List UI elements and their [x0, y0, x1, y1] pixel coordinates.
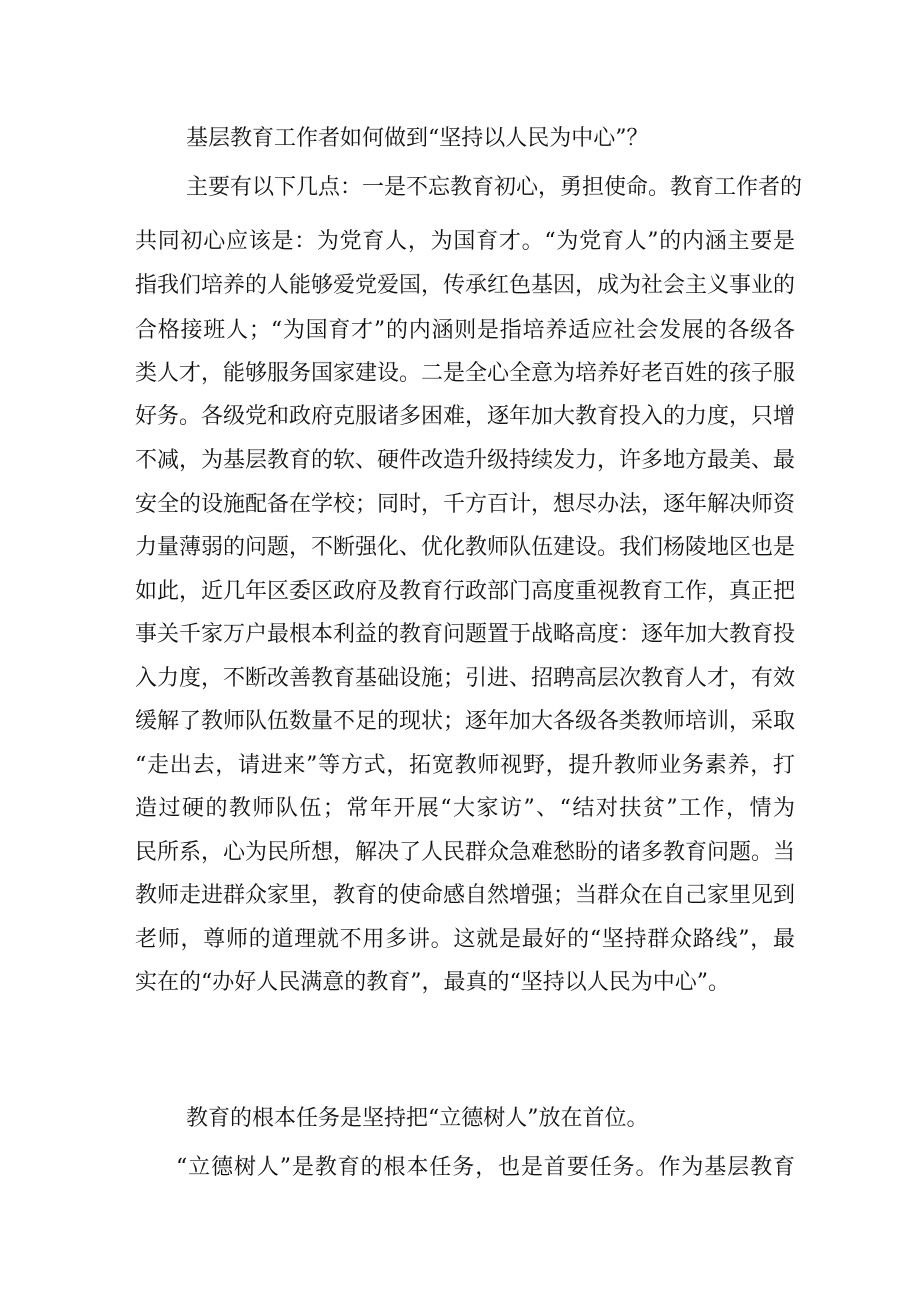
paragraph-line: 缓解了教师队伍数量不足的现状；逐年加大各级各类教师培训，采取	[135, 709, 796, 734]
paragraph-line: 事关千家万户最根本利益的教育问题置于战略高度：逐年加大教育投	[135, 622, 796, 647]
paragraph-line: 造过硬的教师队伍；常年开展“大家访”、“结对扶贫”工作，情为	[135, 796, 795, 821]
paragraph-line: 实在的“办好人民满意的教育”，最真的“坚持以人民为中心”。	[135, 970, 730, 995]
paragraph-line: 指我们培养的人能够爱党爱国，传承红色基因，成为社会主义事业的	[135, 273, 796, 298]
paragraph-line: “立德树人”是教育的根本任务，也是首要任务。作为基层教育	[176, 1155, 795, 1180]
paragraph-line: 老师，尊师的道理就不用多讲。这就是最好的“坚持群众路线”，最	[135, 927, 795, 952]
paragraph-line: 主要有以下几点：一是不忘教育初心，勇担使命。教育工作者的	[186, 175, 803, 200]
section-subheading: 教育的根本任务是坚持把“立德树人”放在首位。	[186, 1106, 649, 1131]
paragraph-line: 合格接班人；“为国育才”的内涵则是指培养适应社会发展的各级各	[135, 318, 795, 343]
paragraph-line: 力量薄弱的问题，不断强化、优化教师队伍建设。我们杨陵地区也是	[135, 535, 796, 560]
paragraph-line: 如此，近几年区委区政府及教育行政部门高度重视教育工作，真正把	[135, 579, 796, 604]
paragraph-line: 类人才，能够服务国家建设。二是全心全意为培养好老百姓的孩子服	[135, 361, 796, 386]
paragraph-line: 共同初心应该是：为党育人，为国育才。“为党育人”的内涵主要是	[135, 229, 795, 254]
paragraph-line: 不减，为基层教育的软、硬件改造升级持续发力，许多地方最美、最	[135, 448, 796, 473]
paragraph-line: 民所系，心为民所想，解决了人民群众急难愁盼的诸多教育问题。当	[135, 840, 796, 865]
paragraph-line: 教师走进群众家里，教育的使命感自然增强；当群众在自己家里见到	[135, 883, 796, 908]
document-heading: 基层教育工作者如何做到“坚持以人民为中心”？	[186, 126, 649, 151]
paragraph-line: 安全的设施配备在学校；同时，千方百计，想尽办法，逐年解决师资	[135, 492, 796, 517]
paragraph-line: 入力度，不断改善教育基础设施；引进、招聘高层次教育人才，有效	[135, 666, 796, 691]
paragraph-line: “走出去，请进来”等方式，拓宽教师视野，提升教师业务素养，打	[135, 753, 795, 778]
paragraph-line: 好务。各级党和政府克服诸多困难，逐年加大教育投入的力度，只增	[135, 404, 796, 429]
